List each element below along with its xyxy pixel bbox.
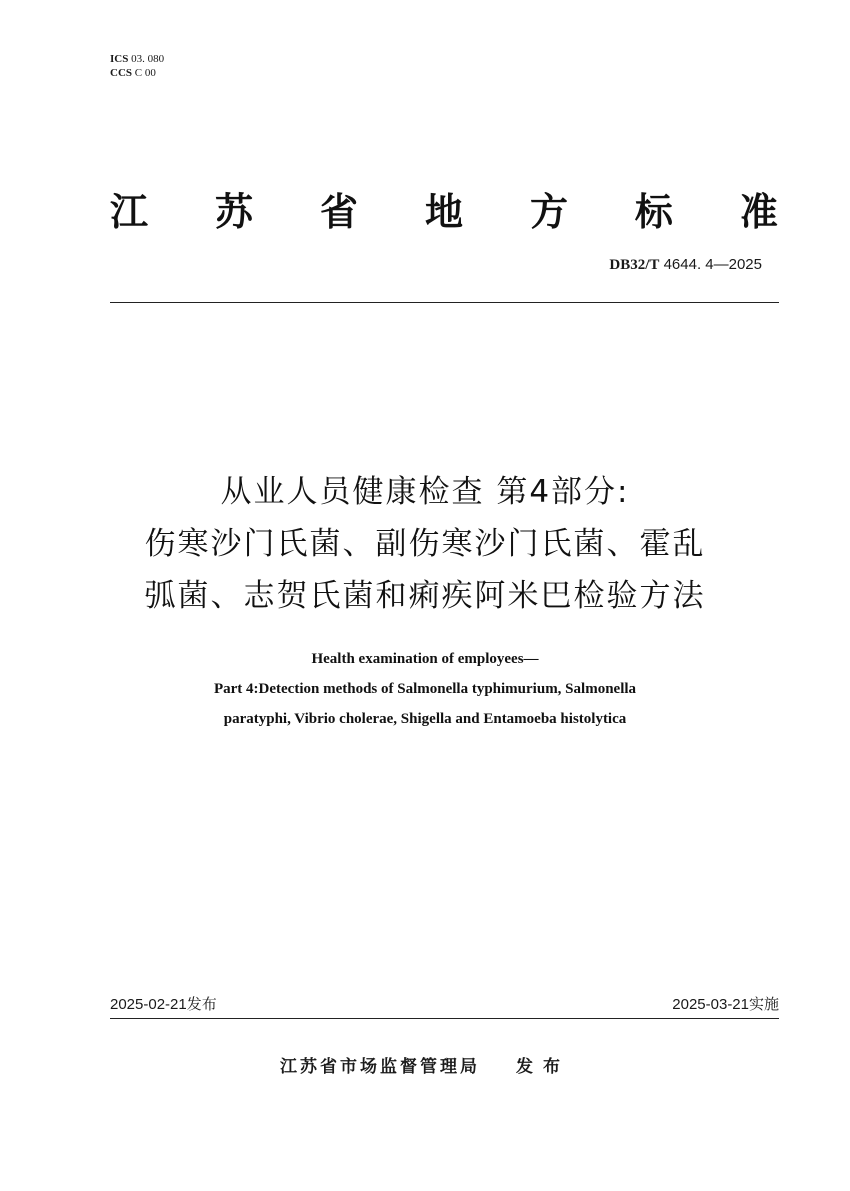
- standard-type-char: 省: [319, 189, 358, 234]
- ccs-code: C 00: [134, 67, 156, 79]
- top-divider: [110, 302, 779, 303]
- ics-label: ICS: [110, 53, 129, 65]
- bottom-divider: [110, 1018, 779, 1019]
- english-title-line: paratyphi, Vibrio cholerae, Shigella and Entamoeba histolytica: [223, 711, 627, 727]
- chinese-title-line: 伤寒沙门氏菌、副伤寒沙门氏菌、霍乱: [144, 526, 706, 562]
- standard-type-char: 标: [634, 189, 673, 234]
- ccs-line: [110, 66, 164, 80]
- ics-code: 03. 080: [131, 53, 165, 65]
- standard-number-value: 4644. 4—2025: [659, 256, 762, 273]
- chinese-title-line: 弧菌、志贺氏菌和痢疾阿米巴检验方法: [144, 578, 706, 614]
- english-title-line: Health examination of employees—: [311, 651, 539, 667]
- issue-date: 2025-02-21发布: [110, 996, 217, 1013]
- chinese-title-line: 从业人员健康检查 第4部分:: [220, 474, 630, 510]
- standard-type-heading: [110, 180, 778, 236]
- implementation-date: 2025-03-21实施: [672, 996, 779, 1013]
- ics-line: [110, 52, 164, 66]
- standard-type-char: 江: [110, 189, 149, 234]
- standard-type-char: 地: [424, 189, 463, 234]
- classification-codes: [110, 52, 164, 80]
- standard-number: [609, 256, 762, 274]
- issuer-name: 江苏省市场监督管理局: [280, 1057, 480, 1077]
- standard-type-char: 方: [529, 189, 568, 234]
- standard-number-prefix: DB32/T: [609, 257, 660, 273]
- english-title: [60, 644, 790, 734]
- ccs-label: CCS: [110, 67, 133, 79]
- issuing-authority: [0, 1052, 850, 1077]
- english-title-line: Part 4:Detection methods of Salmonella typhimurium, Salmonella: [213, 681, 637, 697]
- issuer-action: 发布: [516, 1057, 570, 1077]
- standard-type-char: 苏: [214, 189, 253, 234]
- chinese-title: [60, 466, 790, 622]
- standard-type-char: 准: [739, 189, 778, 234]
